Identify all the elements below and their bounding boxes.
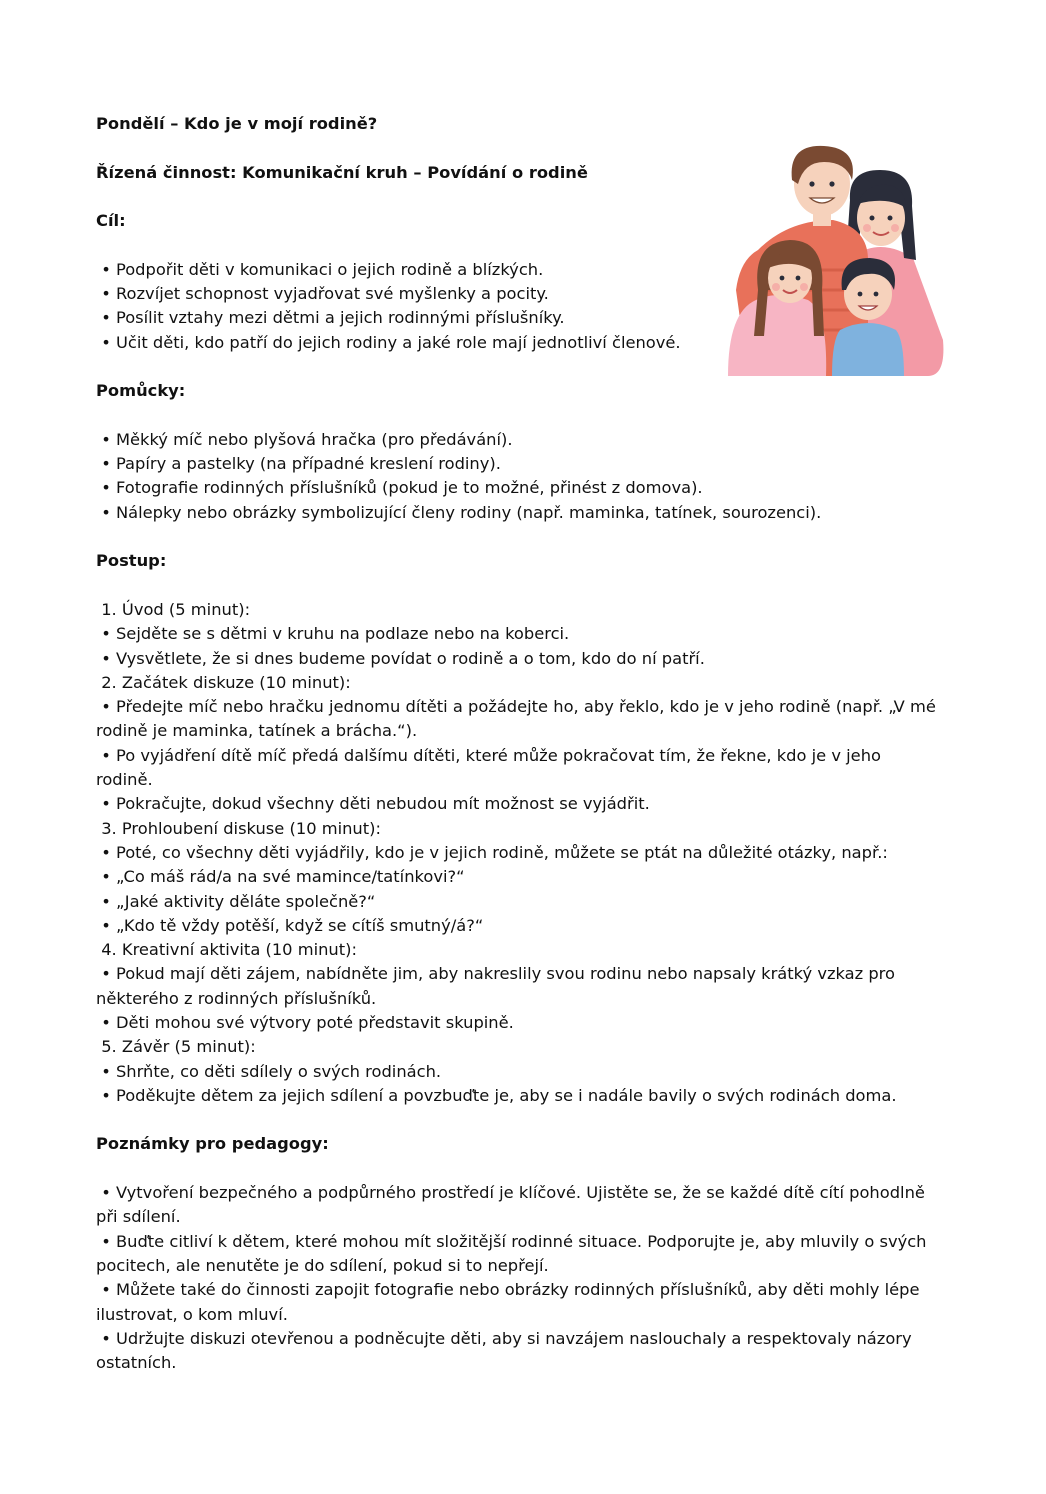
list-item: • Po vyjádření dítě míč předá dalšímu dítěti, které může pokračovat tím, že řekne, kdo je v jeho rodině. xyxy=(96,745,887,790)
list-item: • Poděkujte dětem za jejich sdílení a povzbuďte je, aby se i nadále bavily o svých rodinách doma. xyxy=(96,1085,897,1105)
list-item: • Pokračujte, dokud všechny děti nebudou mít možnost se vyjádřit. xyxy=(96,794,650,814)
list-item: 3. Prohloubení diskuse (10 minut): xyxy=(96,818,381,838)
list-item: • Vytvoření bezpečného a podpůrného prostředí je klíčové. Ujistěte se, že se každé dítě cítí pohodlně při sdílení. xyxy=(96,1183,931,1227)
list-item: • „Co máš rád/a na své mamince/tatínkovi?“ xyxy=(96,867,465,887)
list-item: • Fotografie rodinných příslušníků (pokud je to možné, přinést z domova). xyxy=(96,478,703,498)
list-item: • Udržujte diskuzi otevřenou a podněcujte děti, aby si navzájem naslouchaly a respektovaly názory ostatních. xyxy=(96,1328,917,1373)
list-item: • „Kdo tě vždy potěší, když se cítíš smutný/á?“ xyxy=(96,915,484,935)
family-illustration-icon xyxy=(728,140,948,376)
list-item: • Papíry a pastelky (na případné kreslení rodiny). xyxy=(96,454,501,474)
list-item: • Vysvětlete, že si dnes budeme povídat o rodině a o tom, kdo do ní patří. xyxy=(96,648,705,668)
list-item: • Poté, co všechny děti vyjádřily, kdo je v jejich rodině, můžete se ptát na důležité otázky, např.: xyxy=(96,842,888,862)
list-item: • Děti mohou své výtvory poté představit skupině. xyxy=(96,1012,514,1032)
list-item: 2. Začátek diskuze (10 minut): xyxy=(96,672,351,692)
list-item: 1. Úvod (5 minut): xyxy=(96,599,251,619)
procedure-heading: Postup: xyxy=(96,551,167,571)
list-item: • Posílit vztahy mezi dětmi a jejich rodinnými příslušníky. xyxy=(96,308,565,328)
procedure-list xyxy=(96,598,942,1108)
aids-list xyxy=(96,428,936,525)
list-item: • Pokud mají děti zájem, nabídněte jim, aby nakreslily svou rodinu nebo napsaly krátký vzkaz pro některého z rodinných příslušníků. xyxy=(96,964,901,1008)
list-item: 4. Kreativní aktivita (10 minut): xyxy=(96,940,357,960)
list-item: • Shrňte, co děti sdílely o svých rodinách. xyxy=(96,1061,442,1081)
list-item: • Podpořit děti v komunikaci o jejich rodině a blízkých. xyxy=(96,259,544,279)
notes-heading: Poznámky pro pedagogy: xyxy=(96,1134,329,1154)
activity-heading: Řízená činnost: Komunikační kruh – Povídání o rodině xyxy=(96,162,588,182)
list-item: • Učit děti, kdo patří do jejich rodiny a jaké role mají jednotliví členové. xyxy=(96,332,681,352)
goal-heading: Cíl: xyxy=(96,211,126,231)
page-title: Pondělí – Kdo je v mojí rodině? xyxy=(96,114,378,133)
list-item: • Sejděte se s dětmi v kruhu na podlaze nebo na koberci. xyxy=(96,624,570,644)
list-item: • Nálepky nebo obrázky symbolizující členy rodiny (např. maminka, tatínek, sourozenci). xyxy=(96,502,822,522)
list-item: 5. Závěr (5 minut): xyxy=(96,1037,256,1057)
list-item: • Předejte míč nebo hračku jednomu dítěti a požádejte ho, aby řeklo, kdo je v jeho rodině (např. „V mé rodině je maminka, tatínek a brácha.“). xyxy=(96,697,942,741)
aids-heading: Pomůcky: xyxy=(96,381,186,401)
list-item: • Buďte citliví k dětem, které mohou mít složitější rodinné situace. Podporujte je, aby mluvily o svých pocitech, ale nenutěte je do sdílení, pokud si to nepřejí. xyxy=(96,1231,932,1275)
list-item: • Měkký míč nebo plyšová hračka (pro předávání). xyxy=(96,429,513,449)
list-item: • Můžete také do činnosti zapojit fotografie nebo obrázky rodinných příslušníků, aby děti mohly lépe ilustrovat, o kom mluví. xyxy=(96,1280,925,1324)
list-item: • Rozvíjet schopnost vyjadřovat své myšlenky a pocity. xyxy=(96,284,549,304)
notes-list xyxy=(96,1181,936,1375)
list-item: • „Jaké aktivity děláte společně?“ xyxy=(96,891,376,911)
